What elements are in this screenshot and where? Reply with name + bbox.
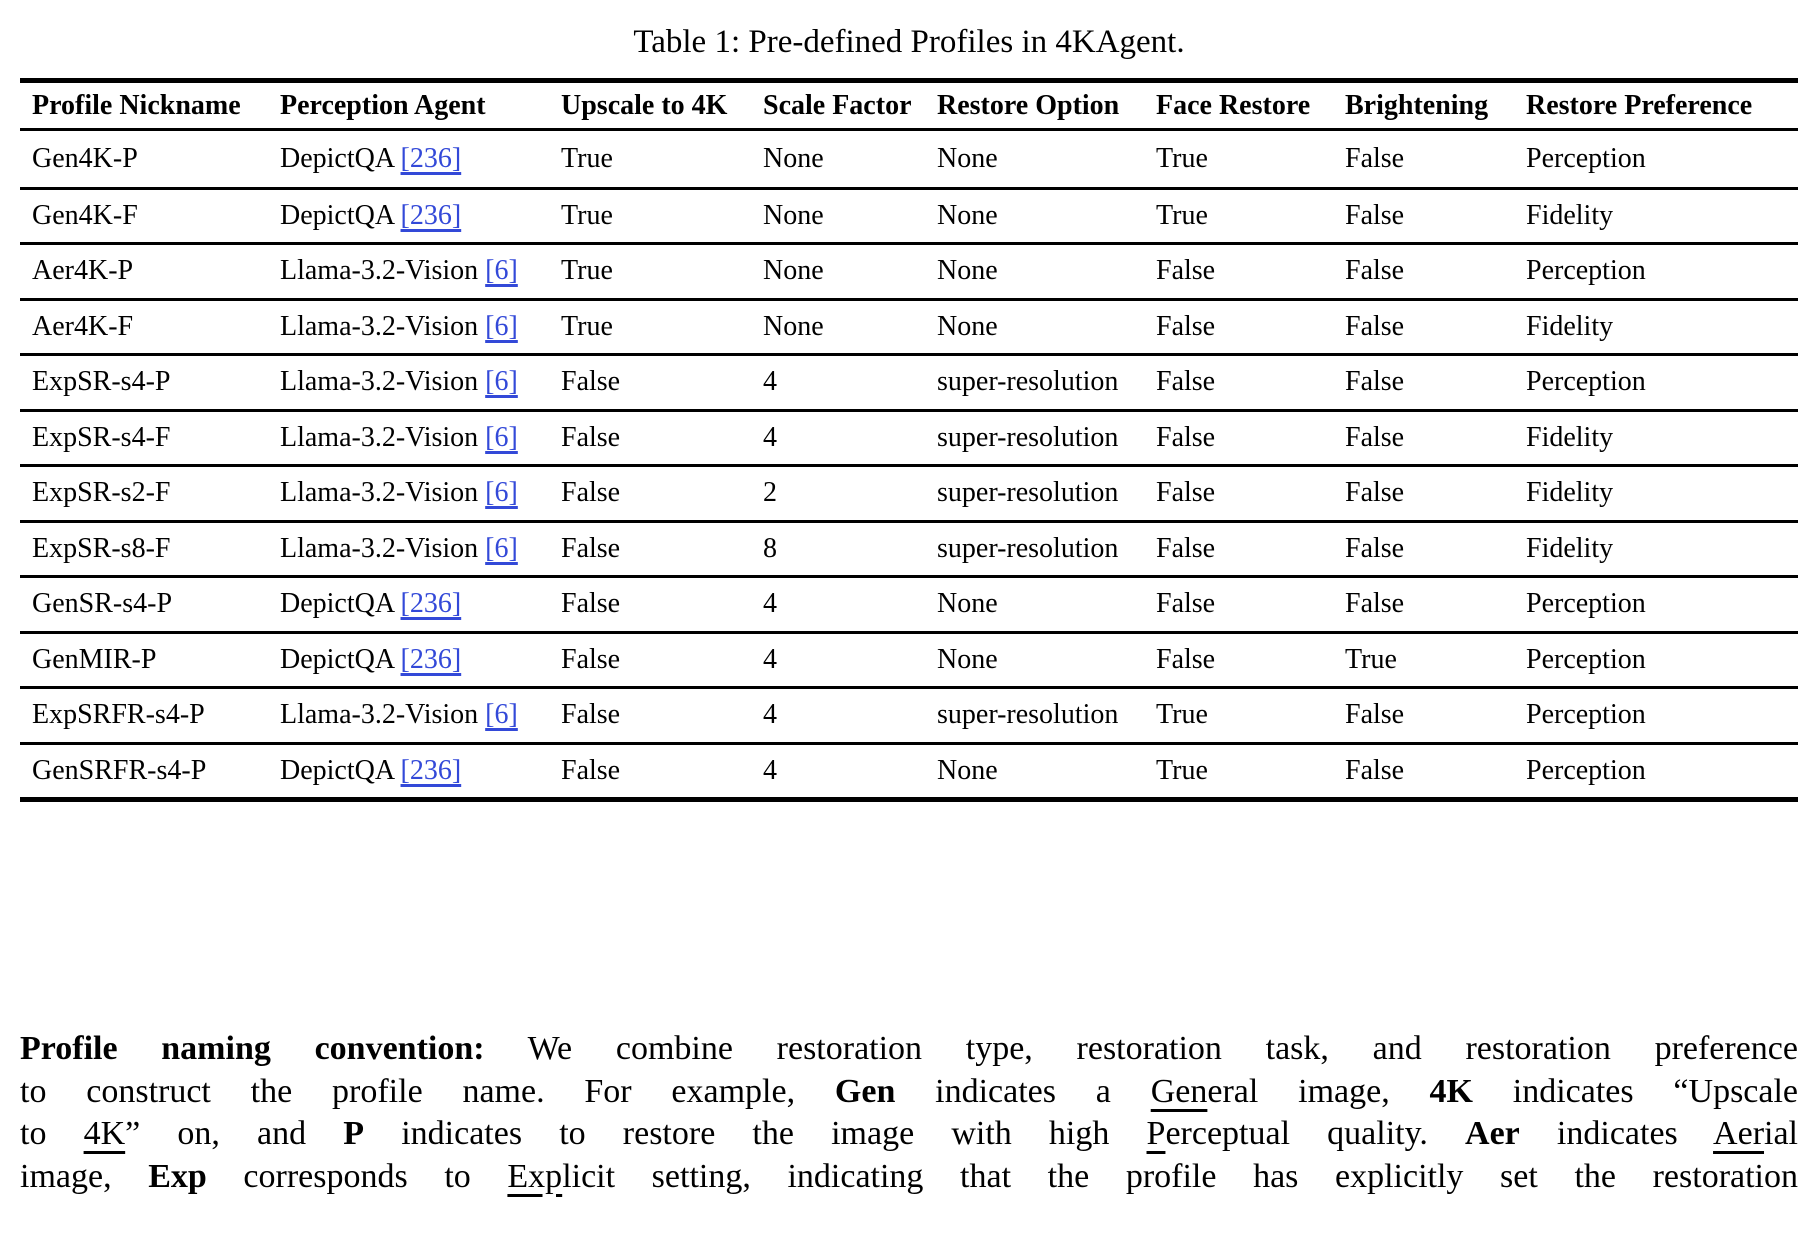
caption-line: [20, 1156, 1798, 1199]
caption-text: indicates: [1519, 1115, 1714, 1152]
caption-text: erceptual quality.: [1165, 1115, 1466, 1152]
cell-perception-agent: [268, 644, 549, 676]
table-row: [20, 631, 1798, 687]
profiles-table: [20, 78, 1798, 802]
agent-name: Llama-3.2-Vision: [280, 477, 486, 509]
caption-text: to construct the profile name. For example,: [20, 1072, 835, 1110]
cell-scale-factor: None: [763, 199, 824, 231]
cell-face-restore: True: [1156, 142, 1208, 174]
cell-face-restore: True: [1156, 699, 1208, 731]
cell-perception-agent: [268, 588, 549, 620]
citation-link[interactable]: [236]: [400, 643, 462, 675]
caption-text: licit setting, indicating that the profile has explicitly set the restoration: [562, 1157, 1798, 1195]
caption-text: indicates “Upscale: [1472, 1072, 1799, 1110]
caption-bold-text: 4K: [1429, 1072, 1473, 1110]
cell-brightening: False: [1345, 588, 1405, 620]
column-header-restore-option: Restore Option: [937, 89, 1120, 121]
cell-profile-nickname: GenMIR-P: [32, 643, 157, 675]
cell-restore-option: None: [937, 199, 998, 231]
cell-perception-agent: [268, 755, 549, 787]
cell-restore-preference: Fidelity: [1526, 199, 1614, 231]
citation-link[interactable]: [6]: [485, 366, 518, 398]
column-header-profile-nickname: Profile Nickname: [32, 89, 241, 121]
cell-perception-agent: [268, 311, 549, 343]
citation-link[interactable]: [6]: [485, 532, 518, 564]
caption-paragraph: [20, 1028, 1798, 1198]
cell-brightening: True: [1345, 643, 1397, 675]
cell-scale-factor: None: [763, 255, 824, 287]
caption-underlined-text: P: [1146, 1115, 1166, 1152]
cell-profile-nickname: Gen4K-F: [32, 199, 138, 231]
cell-profile-nickname: ExpSR-s2-F: [32, 477, 171, 509]
caption-line: [20, 1028, 1798, 1071]
agent-name: DepictQA: [280, 199, 401, 231]
cell-restore-preference: Fidelity: [1526, 532, 1614, 564]
caption-bold-text: Profile naming convention:: [20, 1030, 485, 1067]
citation-link[interactable]: [236]: [400, 588, 462, 620]
cell-restore-option: super-resolution: [937, 699, 1119, 731]
cell-perception-agent: [268, 422, 549, 454]
agent-name: DepictQA: [280, 588, 401, 620]
table-row: [20, 520, 1798, 576]
cell-profile-nickname: ExpSR-s4-F: [32, 421, 171, 453]
agent-name: Llama-3.2-Vision: [280, 699, 486, 731]
cell-upscale-to-4k: True: [561, 310, 613, 342]
table-header-row: [20, 83, 1798, 128]
cell-face-restore: False: [1156, 643, 1216, 675]
agent-name: Llama-3.2-Vision: [280, 532, 486, 564]
cell-face-restore: False: [1156, 532, 1216, 564]
cell-face-restore: False: [1156, 310, 1216, 342]
cell-brightening: False: [1345, 754, 1405, 786]
cell-upscale-to-4k: True: [561, 142, 613, 174]
cell-face-restore: False: [1156, 255, 1216, 287]
cell-upscale-to-4k: False: [561, 588, 621, 620]
cell-upscale-to-4k: False: [561, 532, 621, 564]
caption-bold-text: Gen: [834, 1072, 896, 1110]
caption-text: image,: [20, 1157, 149, 1195]
cell-face-restore: False: [1156, 366, 1216, 398]
cell-restore-option: None: [937, 142, 998, 174]
caption-line: [20, 1071, 1798, 1114]
cell-face-restore: False: [1156, 421, 1216, 453]
column-header-face-restore: Face Restore: [1156, 89, 1311, 121]
cell-restore-option: None: [937, 310, 998, 342]
agent-name: Llama-3.2-Vision: [280, 255, 486, 287]
caption-text: ” on, and: [125, 1115, 344, 1152]
citation-link[interactable]: [6]: [485, 421, 518, 453]
cell-upscale-to-4k: True: [561, 199, 613, 231]
agent-name: DepictQA: [280, 754, 401, 786]
table-row: [20, 409, 1798, 465]
cell-face-restore: True: [1156, 754, 1208, 786]
cell-perception-agent: [268, 533, 549, 565]
cell-upscale-to-4k: False: [561, 699, 621, 731]
caption-text: corresponds to: [206, 1157, 508, 1195]
caption-bold-text: Aer: [1465, 1115, 1520, 1152]
cell-restore-preference: Fidelity: [1526, 310, 1614, 342]
cell-restore-preference: Perception: [1526, 699, 1646, 731]
cell-restore-preference: Perception: [1526, 588, 1646, 620]
cell-profile-nickname: GenSRFR-s4-P: [32, 754, 207, 786]
citation-link[interactable]: [236]: [400, 754, 462, 786]
caption-text: ial: [1764, 1115, 1798, 1152]
column-header-scale-factor: Scale Factor: [763, 89, 912, 121]
caption-underlined-text: Aer: [1713, 1115, 1765, 1152]
table-row: [20, 242, 1798, 298]
citation-link[interactable]: [6]: [485, 255, 518, 287]
cell-perception-agent: [268, 255, 549, 287]
table-row: [20, 464, 1798, 520]
cell-restore-option: super-resolution: [937, 366, 1119, 398]
cell-restore-preference: Perception: [1526, 754, 1646, 786]
cell-scale-factor: 4: [763, 421, 777, 453]
table-row: [20, 131, 1798, 187]
cell-brightening: False: [1345, 532, 1405, 564]
table-bottom-rule: [20, 797, 1798, 802]
cell-perception-agent: [268, 143, 549, 175]
table-title: Table 1: Pre-defined Profiles in 4KAgent.: [633, 24, 1185, 60]
table-row: [20, 575, 1798, 631]
cell-upscale-to-4k: False: [561, 754, 621, 786]
citation-link[interactable]: [236]: [400, 199, 462, 231]
table-row: [20, 187, 1798, 243]
caption-underlined-text: 4K: [83, 1115, 126, 1152]
cell-profile-nickname: Gen4K-P: [32, 142, 138, 174]
cell-scale-factor: 4: [763, 366, 777, 398]
cell-perception-agent: [268, 366, 549, 398]
citation-link[interactable]: [236]: [400, 142, 462, 174]
cell-scale-factor: 4: [763, 754, 777, 786]
caption-underlined-text: Gen: [1150, 1072, 1208, 1110]
cell-scale-factor: 4: [763, 588, 777, 620]
caption-text: indicates to restore the image with high: [364, 1115, 1147, 1152]
table-body: [20, 131, 1798, 797]
cell-restore-preference: Fidelity: [1526, 477, 1614, 509]
cell-restore-option: super-resolution: [937, 477, 1119, 509]
cell-restore-preference: Perception: [1526, 142, 1646, 174]
caption-bold-text: P: [343, 1115, 365, 1152]
cell-restore-option: None: [937, 754, 998, 786]
table-row: [20, 353, 1798, 409]
cell-restore-option: super-resolution: [937, 532, 1119, 564]
cell-brightening: False: [1345, 199, 1405, 231]
caption-text: eral image,: [1207, 1072, 1430, 1110]
cell-brightening: False: [1345, 310, 1405, 342]
cell-brightening: False: [1345, 255, 1405, 287]
agent-name: DepictQA: [280, 142, 401, 174]
caption-underlined-text: Exp: [507, 1157, 563, 1195]
column-header-upscale-to-4k: Upscale to 4K: [561, 89, 728, 121]
cell-upscale-to-4k: False: [561, 477, 621, 509]
caption-line: [20, 1113, 1798, 1156]
agent-name: Llama-3.2-Vision: [280, 366, 486, 398]
cell-restore-option: None: [937, 255, 998, 287]
cell-restore-preference: Fidelity: [1526, 421, 1614, 453]
caption-text: to: [20, 1115, 84, 1152]
caption-text: We combine restoration type, restoration task, and restoration preference: [484, 1030, 1798, 1067]
cell-face-restore: False: [1156, 588, 1216, 620]
column-header-perception-agent: Perception Agent: [280, 89, 486, 121]
cell-profile-nickname: ExpSR-s8-F: [32, 532, 171, 564]
cell-profile-nickname: GenSR-s4-P: [32, 588, 173, 620]
cell-brightening: False: [1345, 699, 1405, 731]
cell-scale-factor: 2: [763, 477, 777, 509]
cell-restore-preference: Perception: [1526, 255, 1646, 287]
cell-brightening: False: [1345, 421, 1405, 453]
cell-brightening: False: [1345, 142, 1405, 174]
agent-name: Llama-3.2-Vision: [280, 310, 486, 342]
table-row: [20, 686, 1798, 742]
cell-restore-preference: Perception: [1526, 643, 1646, 675]
caption-text: indicates a: [895, 1072, 1151, 1110]
citation-link[interactable]: [6]: [485, 477, 518, 509]
cell-profile-nickname: Aer4K-F: [32, 310, 134, 342]
cell-perception-agent: [268, 699, 549, 731]
column-header-brightening: Brightening: [1345, 89, 1489, 121]
cell-restore-option: None: [937, 588, 998, 620]
citation-link[interactable]: [6]: [485, 699, 518, 731]
cell-perception-agent: [268, 477, 549, 509]
cell-restore-option: super-resolution: [937, 421, 1119, 453]
citation-link[interactable]: [6]: [485, 310, 518, 342]
agent-name: Llama-3.2-Vision: [280, 421, 486, 453]
cell-restore-preference: Perception: [1526, 366, 1646, 398]
cell-scale-factor: 4: [763, 643, 777, 675]
cell-face-restore: True: [1156, 199, 1208, 231]
caption-bold-text: Exp: [148, 1157, 207, 1195]
cell-brightening: False: [1345, 366, 1405, 398]
cell-scale-factor: 4: [763, 699, 777, 731]
cell-upscale-to-4k: False: [561, 366, 621, 398]
cell-upscale-to-4k: False: [561, 421, 621, 453]
paper-page: [0, 22, 1818, 1198]
cell-face-restore: False: [1156, 477, 1216, 509]
cell-brightening: False: [1345, 477, 1405, 509]
agent-name: DepictQA: [280, 643, 401, 675]
cell-perception-agent: [268, 200, 549, 232]
cell-profile-nickname: ExpSRFR-s4-P: [32, 699, 205, 731]
column-header-restore-preference: Restore Preference: [1526, 89, 1753, 121]
cell-profile-nickname: Aer4K-P: [32, 255, 134, 287]
cell-scale-factor: None: [763, 142, 824, 174]
cell-scale-factor: 8: [763, 532, 777, 564]
cell-upscale-to-4k: True: [561, 255, 613, 287]
cell-restore-option: None: [937, 643, 998, 675]
cell-scale-factor: None: [763, 310, 824, 342]
cell-profile-nickname: ExpSR-s4-P: [32, 366, 171, 398]
table-row: [20, 298, 1798, 354]
cell-upscale-to-4k: False: [561, 643, 621, 675]
table-row: [20, 742, 1798, 798]
